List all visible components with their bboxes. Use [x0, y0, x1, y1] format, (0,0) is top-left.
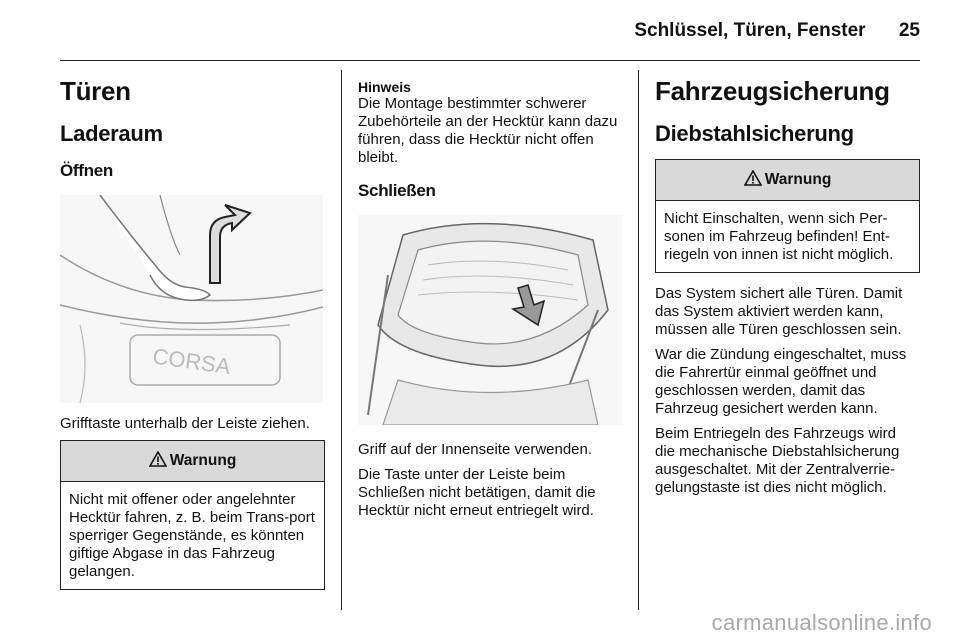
page-number: 25 — [898, 20, 920, 41]
warning-header-1 — [61, 441, 324, 482]
section-heading-tueren: Türen — [60, 76, 131, 106]
warning-title-2: Warnung — [764, 171, 832, 188]
warning-text-1: Nicht mit offener oder angelehnter Hecktür fahren, z. B. beim Trans-port sperriger Gegenstände, es könnten giftige Abgase in das Fahrzeug gelangen. — [69, 491, 315, 580]
section-heading-fahrzeugsicherung: Fahrzeugsicherung — [655, 76, 890, 106]
paragraph-handle: Griff auf der Innenseite verwenden. — [358, 441, 593, 458]
caption-open: Grifftaste unterhalb der Leiste ziehen. — [60, 415, 310, 432]
paragraph-unlock: Beim Entriegeln des Fahrzeugs wird die mechanische Diebstahlsicherung ausgeschaltet. Mit der Zentralverrie-gelungstaste ist dies nicht möglich. — [655, 425, 900, 496]
figure-tailgate-open — [60, 195, 323, 403]
subheading-oeffnen: Öffnen — [60, 161, 113, 180]
subheading-schliessen: Schließen — [358, 181, 436, 200]
subheading-diebstahlsicherung: Diebstahlsicherung — [655, 121, 854, 146]
paragraph-system: Das System sichert alle Türen. Damit das System aktiviert werden kann, müssen alle Türen geschlossen sein. — [655, 285, 903, 338]
column-3 — [655, 70, 920, 497]
note-heading: Hinweis — [358, 79, 411, 95]
header-title: Schlüssel, Türen, Fenster — [634, 20, 866, 41]
warning-triangle-icon — [744, 170, 762, 191]
column-divider-2 — [638, 70, 639, 610]
figure-plate-text: CORSA — [151, 343, 233, 380]
page-header — [60, 20, 920, 46]
warning-triangle-icon — [149, 451, 167, 472]
watermark: carmanualsonline.info — [711, 610, 932, 635]
warning-text-2: Nicht Einschalten, wenn sich Per-sonen im Fahrzeug befinden! Ent-riegeln von innen ist nicht möglich. — [664, 210, 894, 263]
warning-box-1 — [60, 440, 325, 590]
subheading-laderaum: Laderaum — [60, 121, 163, 146]
header-divider — [60, 60, 920, 61]
column-divider-1 — [341, 70, 342, 610]
warning-box-2 — [655, 159, 920, 273]
column-2 — [358, 70, 622, 520]
column-1 — [60, 70, 325, 590]
paragraph-button: Die Taste unter der Leiste beim Schließen nicht betätigen, damit die Hecktür nicht erneut entriegelt wird. — [358, 466, 596, 519]
warning-title-1: Warnung — [169, 452, 237, 469]
tailgate-close-illustration — [358, 215, 622, 425]
warning-header-2 — [656, 160, 919, 201]
figure-tailgate-close — [358, 215, 622, 425]
paragraph-ignition: War die Zündung eingeschaltet, muss die Fahrertür einmal geöffnet und geschlossen werden, damit das Fahrzeug gesichert werden kann. — [655, 346, 907, 417]
tailgate-handle-illustration — [60, 195, 323, 403]
note-text: Die Montage bestimmter schwerer Zubehörteile an der Hecktür kann dazu führen, dass die Hecktür nicht offen bleibt. — [358, 95, 618, 166]
